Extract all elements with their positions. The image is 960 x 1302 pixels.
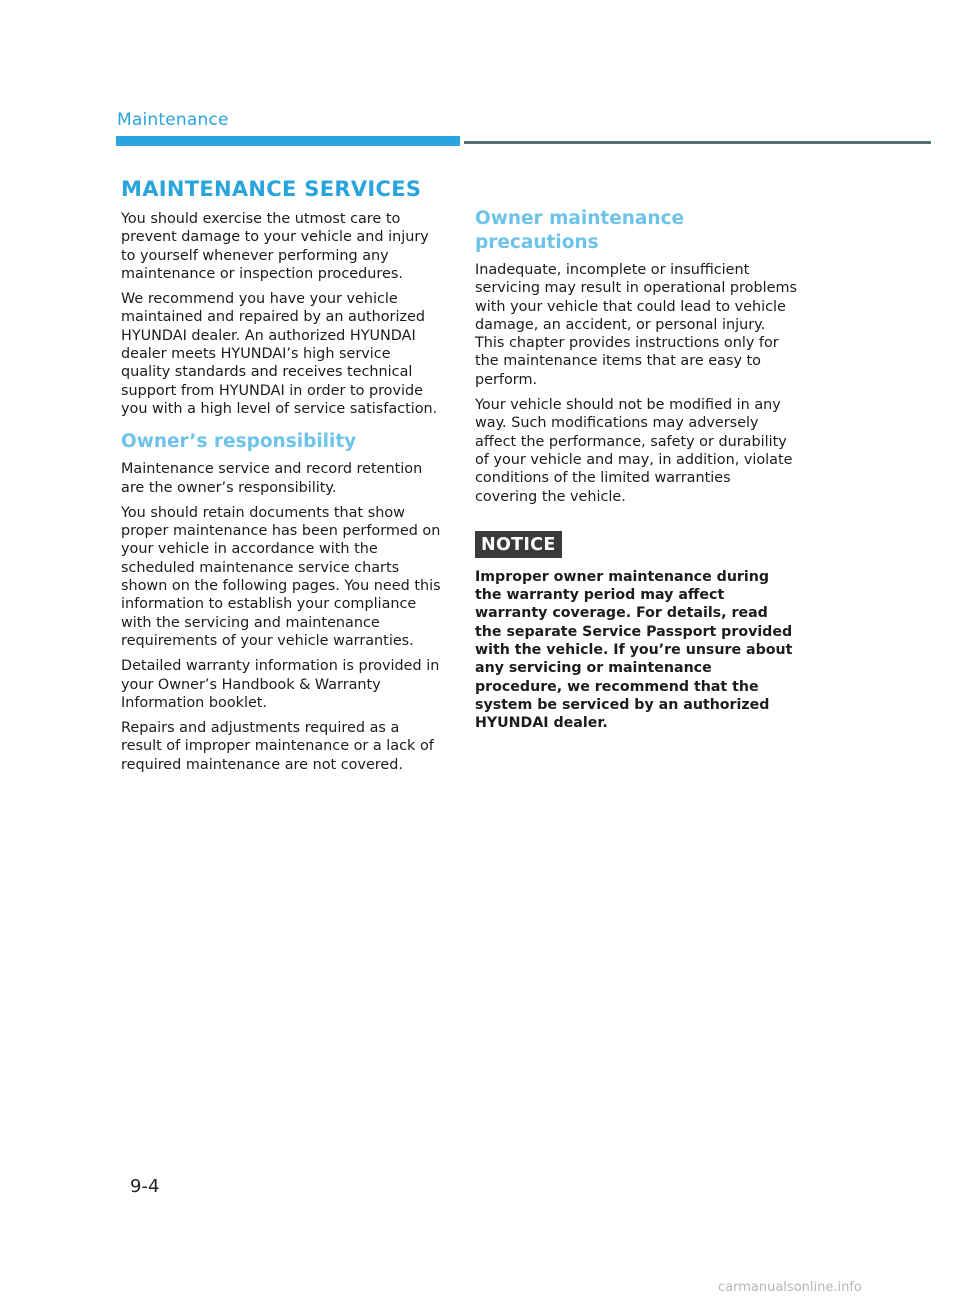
right-column <box>475 207 797 733</box>
precaution-paragraph: Your vehicle should not be modified in any way. Such modifications may adversely affect the performance, safety or durability of your vehicle and may, in addition, violate conditions of the limited warranties covering the vehicle. <box>475 397 793 505</box>
header-divider-rule <box>464 141 931 144</box>
header-accent-rule <box>116 136 460 146</box>
notice-badge: NOTICE <box>475 531 562 558</box>
page-number: 9-4 <box>130 1176 160 1197</box>
owner-responsibility-heading: Owner’s responsibility <box>121 431 357 453</box>
responsibility-paragraph: Repairs and adjustments required as a result of improper maintenance or a lack of required maintenance are not covered. <box>121 720 434 773</box>
precaution-paragraph: Inadequate, incomplete or insufficient servicing may result in operational problems with your vehicle that could lead to vehicle damage, an accident, or personal injury. This chapter provides instructions only for the maintenance items that are easy to perform. <box>475 262 797 388</box>
responsibility-paragraph: Maintenance service and record retention are the owner’s responsibility. <box>121 461 423 496</box>
section-label: Maintenance <box>117 110 229 130</box>
intro-paragraph: You should exercise the utmost care to prevent damage to your vehicle and injury to yourself whenever performing any maintenance or inspection procedures. <box>121 211 429 282</box>
notice-box <box>475 513 797 733</box>
responsibility-paragraph: You should retain documents that show proper maintenance has been performed on your vehicle in accordance with the scheduled maintenance service charts shown on the following pages. You need this information to establish your compliance with the servicing and maintenance requirements of your vehicle warranties. <box>121 504 441 649</box>
responsibility-paragraph: Detailed warranty information is provided in your Owner’s Handbook & Warranty Information booklet. <box>121 658 440 711</box>
owner-precautions-heading: Owner maintenance precautions <box>475 208 685 253</box>
page-title: MAINTENANCE SERVICES <box>121 177 422 201</box>
intro-paragraph: We recommend you have your vehicle maintained and repaired by an authorized HYUNDAI dealer. An authorized HYUNDAI dealer meets HYUNDAI’s high service quality standards and receives technical support from HYUNDAI in order to provide you with a high level of service satisfaction. <box>121 291 438 417</box>
watermark: carmanualsonline.info <box>718 1280 862 1295</box>
notice-text: Improper owner maintenance during the warranty period may affect warranty coverage. For details, read the separate Service Passport provided with the vehicle. If you’re unsure about any servicing or maintenance procedure, we recommend that the system be serviced by an authorized HYUNDAI dealer. <box>475 568 793 732</box>
left-column <box>121 176 443 781</box>
